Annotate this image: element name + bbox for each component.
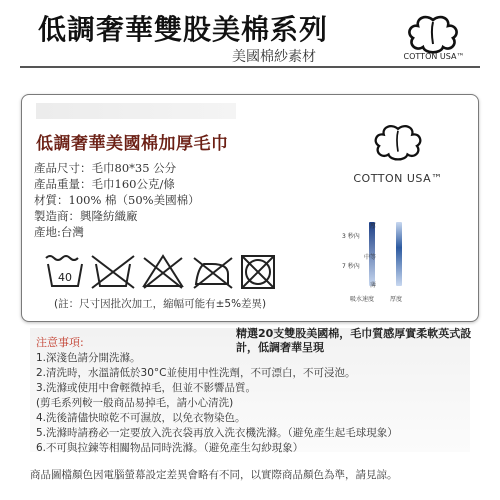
- absorb-label: 3 秒內: [342, 233, 360, 240]
- faded-heading: [36, 103, 236, 119]
- notice-item: 4.洗後請儘快晾乾不可濕放，以免衣物染色。: [36, 412, 246, 424]
- cotton-logo-label: COTTON USA™: [353, 172, 443, 185]
- care-icons-row: [42, 252, 282, 290]
- spec-material: 材質：100% 棉（50%美國棉）: [34, 193, 200, 207]
- page-subtitle: 美國棉紗素材: [232, 49, 316, 65]
- spec-weight: 產品重量：毛巾160公克/條: [34, 177, 175, 191]
- thickness-label: 薄: [370, 282, 377, 289]
- wash-40-icon: [46, 256, 82, 286]
- notice-item: 1.深淺色請分開洗滌。: [36, 352, 141, 364]
- wash-temp-label: 40: [58, 271, 72, 284]
- notice-item: 5.洗滌時請務必一定要放入洗衣袋再放入洗衣機洗滌。（避免產生起毛球現象）: [36, 427, 398, 439]
- page-title: 低調奢華雙股美棉系列: [38, 13, 329, 46]
- thickness-caption: 厚度: [390, 296, 403, 303]
- product-title: 低調奢華美國棉加厚毛巾: [36, 134, 229, 154]
- size-note: (註：尺寸因批次加工，縮幅可能有±5%差異): [54, 298, 267, 310]
- header-divider: [20, 66, 480, 68]
- no-dry-clean-icon: [92, 256, 134, 288]
- spec-size: 產品尺寸：毛巾80*35 公分: [34, 161, 177, 175]
- absorb-label: 7 秒內: [342, 263, 360, 270]
- thickness-label: 厚: [370, 223, 377, 230]
- notice-item: (剪毛系列較一般商品易掉毛，請小心清洗): [36, 397, 234, 409]
- feature-highlight: 精選20支雙股美國棉，毛巾質感厚實柔軟英式設計，低調奢華呈現: [236, 327, 472, 354]
- no-tumble-dry-icon: [242, 256, 274, 288]
- no-bleach-icon: [144, 256, 182, 288]
- footer-disclaimer: 商品圖檔顏色因電腦螢幕設定差異會略有不同，以實際商品顏色為準，請見諒。: [30, 469, 398, 481]
- thickness-label: 中等: [364, 254, 377, 261]
- thickness-bar: [396, 222, 402, 286]
- spec-origin: 產地:台灣: [34, 225, 84, 239]
- notice-item: 3.洗滌或使用中會輕微掉毛，但並不影響品質。: [36, 382, 257, 394]
- cotton-logo-label: COTTON USA™: [403, 52, 465, 61]
- cotton-logo-icon: [363, 114, 433, 176]
- notice-heading: 注意事項:: [36, 336, 84, 349]
- spec-manufacturer: 製造商：興隆紡織廠: [34, 209, 138, 223]
- notice-item: 2.清洗時，水溫請低於30°C並使用中性洗劑，不可漂白，不可浸泡。: [36, 367, 356, 379]
- absorb-caption: 吸水速度: [350, 296, 375, 303]
- notice-item: 6.不可與拉鍊等相關物品同時洗滌。（避免產生勾紗現象）: [36, 442, 304, 454]
- no-iron-icon: [194, 258, 232, 288]
